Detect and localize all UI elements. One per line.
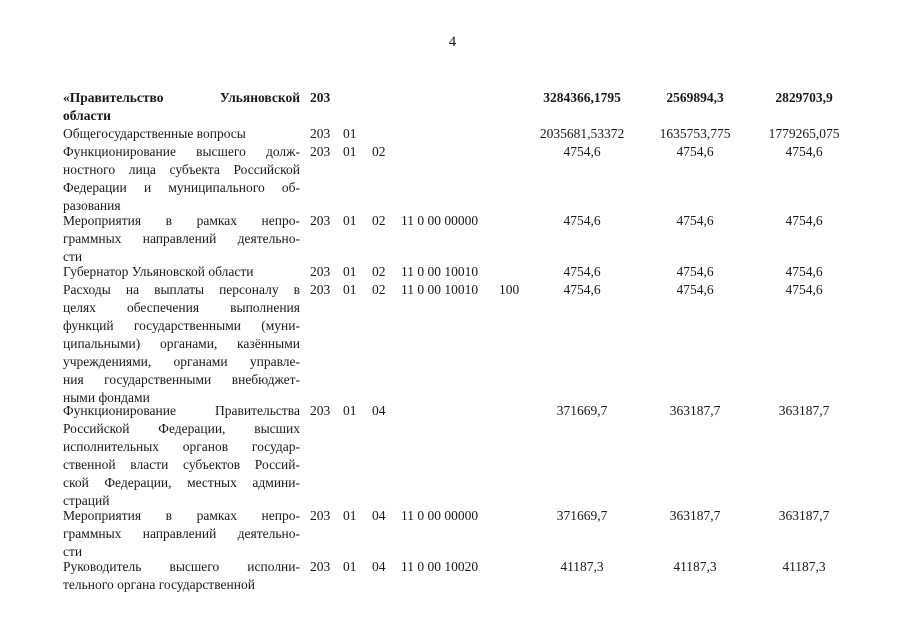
amount-col-2: 4754,6 — [676, 213, 714, 228]
section-code: 01 — [343, 264, 357, 279]
description-line: Руководитель высшего исполни- — [63, 559, 300, 574]
amount-col-2: 4754,6 — [676, 282, 714, 297]
description-line: граммных направлений деятельно- — [63, 231, 300, 246]
description-line: сти — [63, 249, 83, 264]
subsection-code: 02 — [372, 282, 386, 297]
amount-col-3: 363187,7 — [778, 508, 830, 523]
description-line: ской Федерации, местных админи- — [63, 475, 300, 490]
subsection-code: 02 — [372, 213, 386, 228]
description-line: Российской Федерации, высших — [63, 421, 300, 436]
description-line: сти — [63, 544, 83, 559]
description-line: Губернатор Ульяновской области — [63, 264, 254, 279]
description-line: ными фондами — [63, 390, 150, 405]
description-line: Функционирование высшего долж- — [63, 144, 300, 159]
row-description — [63, 402, 300, 510]
row-description — [63, 125, 300, 143]
description-line: ципальными) органами, казёнными — [63, 336, 300, 351]
admin-code: 203 — [310, 144, 331, 159]
admin-code: 203 — [310, 90, 331, 105]
amount-col-2: 41187,3 — [673, 559, 717, 574]
amount-col-3: 41187,3 — [782, 559, 826, 574]
row-description — [63, 212, 300, 266]
section-code: 01 — [343, 508, 357, 523]
description-line: ностного лица субъекта Российской — [63, 162, 300, 177]
description-line: граммных направлений деятельно- — [63, 526, 300, 541]
description-line: Расходы на выплаты персоналу в — [63, 282, 300, 297]
subsection-code: 04 — [372, 403, 386, 418]
amount-col-2: 2569894,3 — [666, 90, 724, 105]
amount-col-1: 4754,6 — [563, 282, 601, 297]
amount-col-2: 4754,6 — [676, 264, 714, 279]
row-description — [63, 89, 300, 125]
admin-code: 203 — [310, 264, 331, 279]
admin-code: 203 — [310, 403, 331, 418]
amount-col-1: 4754,6 — [563, 264, 601, 279]
description-line: Общегосударственные вопросы — [63, 126, 246, 141]
amount-col-1: 371669,7 — [556, 403, 608, 418]
amount-col-1: 3284366,1795 — [543, 90, 621, 105]
row-description — [63, 263, 300, 281]
subsection-code: 04 — [372, 559, 386, 574]
description-line: учреждениями, органами управле- — [63, 354, 300, 369]
admin-code: 203 — [310, 508, 331, 523]
amount-col-3: 363187,7 — [778, 403, 830, 418]
description-line: Мероприятия в рамках непро- — [63, 508, 300, 523]
description-line: Федерации и муниципального об- — [63, 180, 300, 195]
section-code: 01 — [343, 403, 357, 418]
amount-col-1: 4754,6 — [563, 213, 601, 228]
admin-code: 203 — [310, 282, 331, 297]
description-line: Мероприятия в рамках непро- — [63, 213, 300, 228]
subsection-code: 04 — [372, 508, 386, 523]
description-line: Функционирование Правительства — [63, 403, 300, 418]
admin-code: 203 — [310, 559, 331, 574]
subsection-code: 02 — [372, 264, 386, 279]
target-article-code: 11 0 00 10020 — [401, 559, 479, 574]
expense-type-code: 100 — [499, 282, 520, 297]
amount-col-2: 4754,6 — [676, 144, 714, 159]
amount-col-3: 4754,6 — [785, 213, 823, 228]
description-line: разования — [63, 198, 121, 213]
amount-col-3: 4754,6 — [785, 282, 823, 297]
target-article-code: 11 0 00 10010 — [401, 264, 479, 279]
section-code: 01 — [343, 126, 357, 141]
admin-code: 203 — [310, 126, 331, 141]
section-code: 01 — [343, 559, 357, 574]
section-code: 01 — [343, 282, 357, 297]
amount-col-3: 4754,6 — [785, 144, 823, 159]
amount-col-1: 41187,3 — [560, 559, 604, 574]
section-code: 01 — [343, 213, 357, 228]
row-description — [63, 281, 300, 407]
row-description — [63, 558, 300, 594]
amount-col-1: 4754,6 — [563, 144, 601, 159]
description-line: функций государственными (муни- — [63, 318, 300, 333]
amount-col-2: 363187,7 — [669, 403, 721, 418]
amount-col-3: 1779265,075 — [768, 126, 840, 141]
row-description — [63, 143, 300, 215]
page-number: 4 — [448, 34, 457, 50]
subsection-code: 02 — [372, 144, 386, 159]
target-article-code: 11 0 00 00000 — [401, 508, 479, 523]
description-line: страций — [63, 493, 110, 508]
admin-code: 203 — [310, 213, 331, 228]
description-line: «Правительство Ульяновской — [63, 90, 300, 105]
amount-col-2: 1635753,775 — [659, 126, 731, 141]
amount-col-1: 2035681,53372 — [539, 126, 625, 141]
section-code: 01 — [343, 144, 357, 159]
description-line: ния государственными внебюджет- — [63, 372, 300, 387]
description-line: исполнительных органов государ- — [63, 439, 300, 454]
description-line: целях обеспечения выполнения — [63, 300, 300, 315]
amount-col-3: 4754,6 — [785, 264, 823, 279]
target-article-code: 11 0 00 00000 — [401, 213, 479, 228]
description-line: тельного органа государственной — [63, 577, 255, 592]
amount-col-2: 363187,7 — [669, 508, 721, 523]
amount-col-1: 371669,7 — [556, 508, 608, 523]
amount-col-3: 2829703,9 — [775, 90, 833, 105]
row-description — [63, 507, 300, 561]
description-line: ственной власти субъектов Россий- — [63, 457, 300, 472]
target-article-code: 11 0 00 10010 — [401, 282, 479, 297]
description-line: области — [63, 108, 111, 123]
